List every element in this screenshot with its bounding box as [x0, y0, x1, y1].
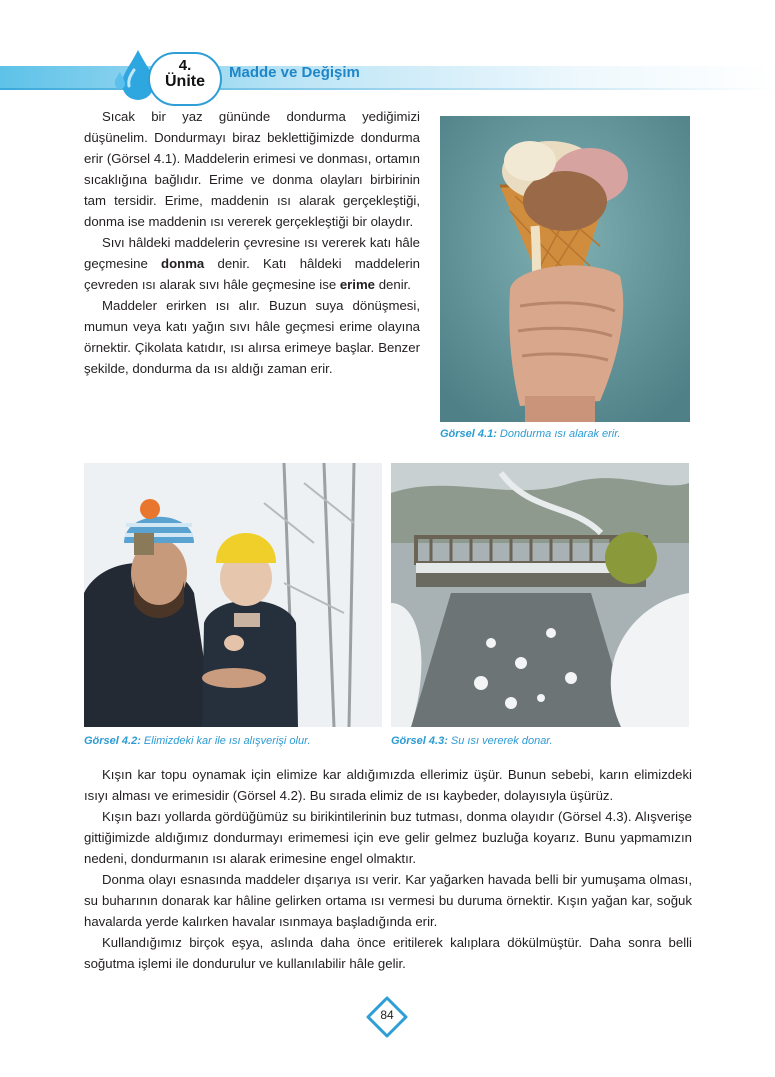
figure-caption-4-3: Görsel 4.3: Su ısı vererek donar.	[391, 735, 553, 747]
paragraph: Kışın bazı yollarda gördüğümüz su birikintilerinin buz tutması, donma olayıdır (Görsel 4.3). Alışverişe gittiğimizde aldığımız dondurmayı erimemesi için eve gelir gelmez buzluğa koyarız. Bunu yapmamızın nedeni, dondurmanın ısı alarak erimesine engel olmaktır.	[84, 809, 692, 866]
page-number: 84	[380, 1008, 394, 1022]
unit-number: 4.	[178, 57, 192, 74]
paragraph: Maddeler erirken ısı alır. Buzun suya dönüşmesi, mumun veya katı yağın sıvı hâle geçmesi erime olayına örnektir. Çikolata katıdır, ısı alırsa erimeye başlar. Benzer şekilde, dondurma da ısı aldığı zaman erir.	[84, 298, 420, 376]
paragraph-definitions: Sıvı hâldeki maddelerin çevresine ısı vererek katı hâle geçmesine donma denir. Katı hâldeki maddelerin çevreden ısı alarak sıvı hâle geçmesine ise erime denir.	[84, 235, 420, 292]
paragraph: Kullandığımız birçok eşya, aslında daha önce eritilerek kalıplara dökülmüştür. Daha sonra belli soğutma işlemi ile dondurulur ve kullanılabilir hâle gelir.	[84, 935, 692, 971]
snow-family-photo	[84, 463, 382, 727]
paragraph: Sıcak bir yaz gününde dondurma yediğimizi düşünelim. Dondurmayı biraz beklettiğimizde dondurma erir (Görsel 4.1). Maddelerin erimesi ve donması, ortamın sıcaklığına bağlıdır. Erime ve donma olayları birbirinin tam tersidir. Erime, maddenin ısı alarak gerçekleştiği, donma ise maddenin ısı vererek gerçekleştiği bir olaydır.	[84, 109, 420, 229]
paragraph: Donma olayı esnasında maddeler dışarıya ısı verir. Kar yağarken havada belli bir yumuşama olması, su buharının donarak kar hâline gelirken ortama ısı vermesi bu duruma örnektir. Kışın yağan kar, soğuk havalarda yerde kalırken havalar ısınmaya başladığında erir.	[84, 872, 692, 929]
term-erime: erime	[339, 277, 376, 292]
frozen-stream-photo	[391, 463, 689, 727]
figure-caption-4-2: Görsel 4.2: Elimizdeki kar ile ısı alışverişi olur.	[84, 735, 311, 747]
chapter-title: Madde ve Değişim	[229, 64, 360, 81]
ice-cream-photo	[440, 116, 690, 422]
unit-word: Ünite	[165, 73, 205, 90]
unit-badge	[148, 52, 222, 106]
term-donma: donma	[161, 256, 205, 271]
intro-text	[84, 106, 420, 379]
body-text	[84, 764, 692, 974]
page-number-badge	[366, 996, 408, 1038]
figure-caption-4-1: Görsel 4.1: Dondurma ısı alarak erir.	[440, 428, 621, 440]
paragraph: Kışın kar topu oynamak için elimize kar aldığımızda ellerimiz üşür. Bunun sebebi, karın elimizdeki ısıyı alması ve erimesidir (Görsel 4.2). Bu sırada elimiz de ısı kaybeder, dolayısıyla üşürüz.	[84, 767, 692, 803]
